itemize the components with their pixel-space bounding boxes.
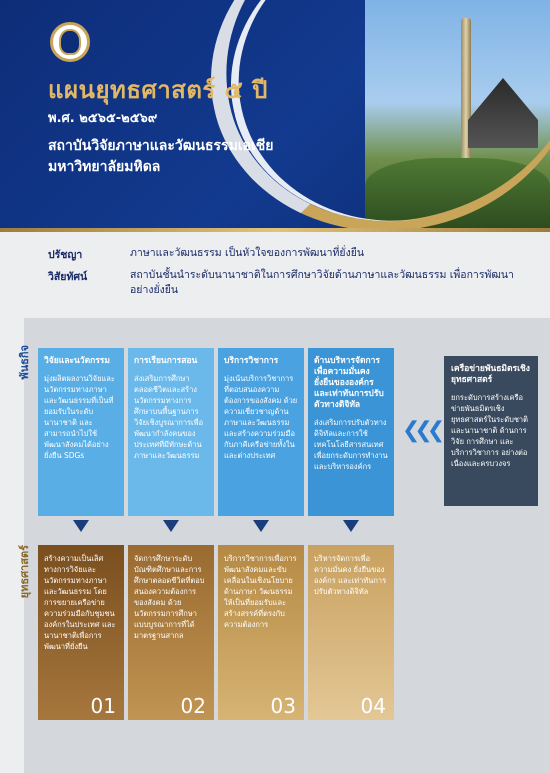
vision-text: สถาบันชั้นนำระดับนานาชาติในการศึกษาวิจัยด้านภาษาและวัฒนธรรม เพื่อการพัฒนาอย่างยั่งยืน [130, 269, 514, 296]
university-name: มหาวิทยาลัยมหิดล [48, 159, 161, 175]
mission-card-service: บริการวิชาการ มุ่งเน้นบริการวิชาการที่ตอบสนองความต้องการของสังคม ด้วยความเชี่ยวชาญด้านภาษาและวัฒนธรรม และสร้างความร่วมมือกับภาคีเครือข่ายทั้งในและต่างประเทศ [218, 348, 304, 516]
university-logo [50, 22, 90, 62]
strategy-number: 03 [270, 694, 296, 718]
strategy-card-02: จัดการศึกษาระดับบัณฑิตศึกษาและการศึกษาตลอดชีวิตที่ตอบสนองความต้องการของสังคม ด้วยนวัตกรรมการศึกษาแบบบูรณาการที่ได้มาตรฐานสากล 02 [128, 545, 214, 720]
down-arrow-icon [343, 520, 359, 532]
mission-card-management: ด้านบริหารจัดการเพื่อความมั่นคง ยั่งยืนขององค์กรและเท่าทันการปรับตัวทางดิจิทัล ส่งเสริมการปรับตัวทางดิจิทัลและการใช้เทคโนโลยีสารสนเทศ เพื่อยกระดับการทำงานและบริหารองค์กร [308, 348, 394, 516]
philosophy-section [48, 246, 518, 266]
strategy-card-04: บริหารจัดการเพื่อความมั่นคง ยั่งยืนขององค์กร และเท่าทันการปรับตัวทางดิจิทัล 04 [308, 545, 394, 720]
plan-years: พ.ศ. ๒๕๖๕-๒๕๖๙ [48, 111, 158, 126]
strategy-number: 04 [360, 694, 386, 718]
header-banner [0, 0, 550, 228]
down-arrow-icon [73, 520, 89, 532]
gold-divider [0, 228, 550, 232]
strategy-card-01: สร้างความเป็นเลิศทางการวิจัยและนวัตกรรมทางภาษาและวัฒนธรรม โดยการขยายเครือข่ายความร่วมมือกับชุมชน องค์กรในประเทศ และนานาชาติเพื่อการพัฒนาที่ยั่งยืน 01 [38, 545, 124, 720]
down-arrow-icon [163, 520, 179, 532]
vision-section [48, 268, 518, 302]
philosophy-label: ปรัชญา [48, 249, 83, 261]
down-arrow-icon [253, 520, 269, 532]
institute-name: สถาบันวิจัยภาษาและวัฒนธรรมเอเชีย [48, 138, 274, 154]
mission-side-label: พันธกิจ [18, 345, 31, 380]
strategy-number: 01 [90, 694, 116, 718]
page-title: แผนยุทธศาสตร์ ๕ ปี [48, 76, 268, 104]
network-card: เครือข่ายพันธมิตรเชิงยุทธศาสตร์ ยกระดับการสร้างเครือข่ายพันธมิตรเชิงยุทธศาสตร์ในระดับชาติและนานาชาติ ด้านการวิจัย การศึกษา และบริการวิชาการ อย่างต่อเนื่องและครบวงจร [444, 356, 538, 506]
strategy-number: 02 [180, 694, 206, 718]
philosophy-text: ภาษาและวัฒนธรรม เป็นหัวใจของการพัฒนาที่ยั่งยืน [130, 247, 365, 259]
vision-label: วิสัยทัศน์ [48, 271, 88, 283]
strategy-side-label: ยุทธศาสตร์ [18, 545, 31, 599]
mission-card-research: วิจัยและนวัตกรรม มุ่งผลิตผลงานวิจัยและนวัตกรรมทางภาษาและวัฒนธรรมที่เป็นที่ยอมรับในระดับนานาชาติ และสามารถนำไปใช้พัฒนาสังคมได้อย่างยั่งยืน SDGs [38, 348, 124, 516]
mission-card-teaching: การเรียนการสอน ส่งเสริมการศึกษาตลอดชีวิตและสร้างนวัตกรรมทางการศึกษาบนพื้นฐานการวิจัยเชิงบูรณาการเพื่อพัฒนากำลังคนของประเทศที่มีทักษะด้านภาษาและวัฒนธรรม [128, 348, 214, 516]
strategy-card-03: บริการวิชาการเพื่อการพัฒนาสังคมและขับเคลื่อนในเชิงนโยบาย ด้านภาษา วัฒนธรรม ให้เป็นที่ยอมรับและสร้างสรรค์ที่ตรงกับความต้องการ 03 [218, 545, 304, 720]
double-chevron-left-icon: ❮❮❮ [402, 418, 440, 443]
